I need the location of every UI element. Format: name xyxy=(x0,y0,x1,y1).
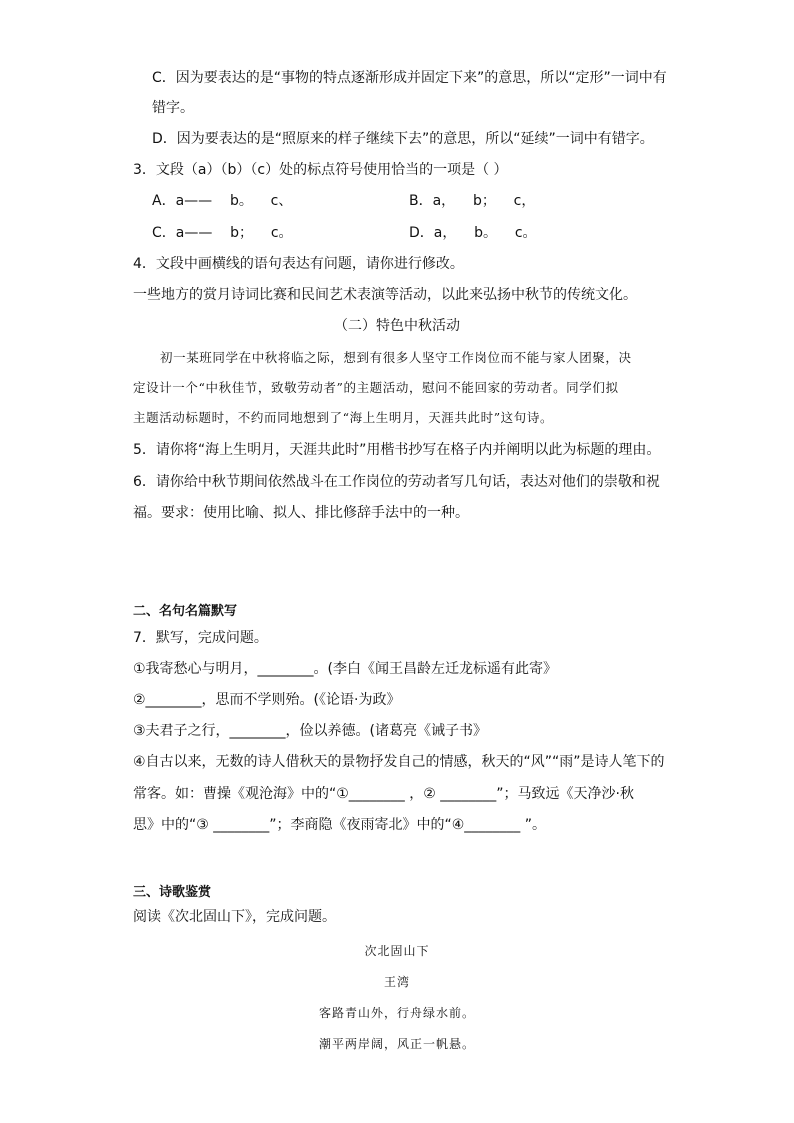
question-3-option-d: D．a， b。 c。 xyxy=(409,225,537,241)
dictation-item-4-line-2: 常客。如：曹操《观沧海》中的“①________ ，② ________”；马致远《天净沙·秋 xyxy=(133,786,634,802)
question-6-line-2: 福。要求：使用比喻、拟人、排比修辞手法中的一种。 xyxy=(133,505,469,521)
dictation-item-4-line-3: 思》中的“③ ________”；李商隐《夜雨寄北》中的“④________ ”。 xyxy=(133,817,547,833)
poem-author: 王湾 xyxy=(383,975,410,989)
dictation-item-3: ③夫君子之行，________，俭以养德。(诸葛亮《诫子书》 xyxy=(133,723,488,739)
option-c-line2: 错字。 xyxy=(152,100,194,116)
option-d: D．因为要表达的是“照原来的样子继续下去”的意思，所以“延续”一词中有错字。 xyxy=(152,131,654,147)
question-7: 7．默写，完成问题。 xyxy=(133,630,268,646)
question-4: 4．文段中画横线的语句表达有问题，请你进行修改。 xyxy=(133,256,464,272)
question-4-sentence: 一些地方的赏月诗词比赛和民间艺术表演等活动，以此来弘扬中秋节的传统文化。 xyxy=(133,287,637,303)
poem-line-2: 潮平两岸阔，风正一帆悬。 xyxy=(318,1037,475,1051)
passage-line-2: 定设计一个“中秋佳节，致敬劳动者”的主题活动，慰问不能回家的劳动者。同学们拟 xyxy=(133,380,619,395)
dictation-item-4-line-1: ④自古以来，无数的诗人借秋天的景物抒发自己的情感，秋天的“风”“雨”是诗人笔下的 xyxy=(133,754,665,770)
option-c-line1: C．因为要表达的是“事物的特点逐渐形成并固定下来”的意思，所以“定形”一词中有 xyxy=(152,70,667,86)
section-heading-dictation: 二、名句名篇默写 xyxy=(133,604,238,619)
passage-line-1: 初一某班同学在中秋将临之际，想到有很多人坚守工作岗位而不能与家人团聚，决 xyxy=(160,350,632,365)
dictation-item-1: ①我寄愁心与明月，________。(李白《闻王昌龄左迁龙标遥有此寄》 xyxy=(133,661,558,677)
section-2-title: （二）特色中秋活动 xyxy=(334,318,460,334)
question-3-option-a: A．a—— b。 c、 xyxy=(152,193,293,209)
passage-line-3: 主题活动标题时，不约而同地想到了“海上生明月，天涯共此时”这句诗。 xyxy=(133,410,554,425)
dictation-item-2: ②________，思而不学则殆。(《论语·为政》 xyxy=(133,692,401,708)
poem-title: 次北固山下 xyxy=(364,944,430,958)
section-heading-poetry: 三、诗歌鉴赏 xyxy=(133,885,212,900)
question-3-stem: 3．文段（a）（b）（c）处的标点符号使用恰当的一项是（ ） xyxy=(133,162,508,178)
question-3-option-b: B．a， b； c， xyxy=(409,193,536,209)
poetry-intro: 阅读《次北固山下》，完成问题。 xyxy=(133,909,336,925)
question-6-line-1: 6．请你给中秋节期间依然战斗在工作岗位的劳动者写几句话，表达对他们的崇敬和祝 xyxy=(133,474,660,490)
question-3-option-c: C．a—— b； c。 xyxy=(152,225,293,241)
question-5: 5．请你将“海上生明月，天涯共此时”用楷书抄写在格子内并阐明以此为标题的理由。 xyxy=(133,442,661,458)
poem-line-1: 客路青山外，行舟绿水前。 xyxy=(318,1006,475,1020)
